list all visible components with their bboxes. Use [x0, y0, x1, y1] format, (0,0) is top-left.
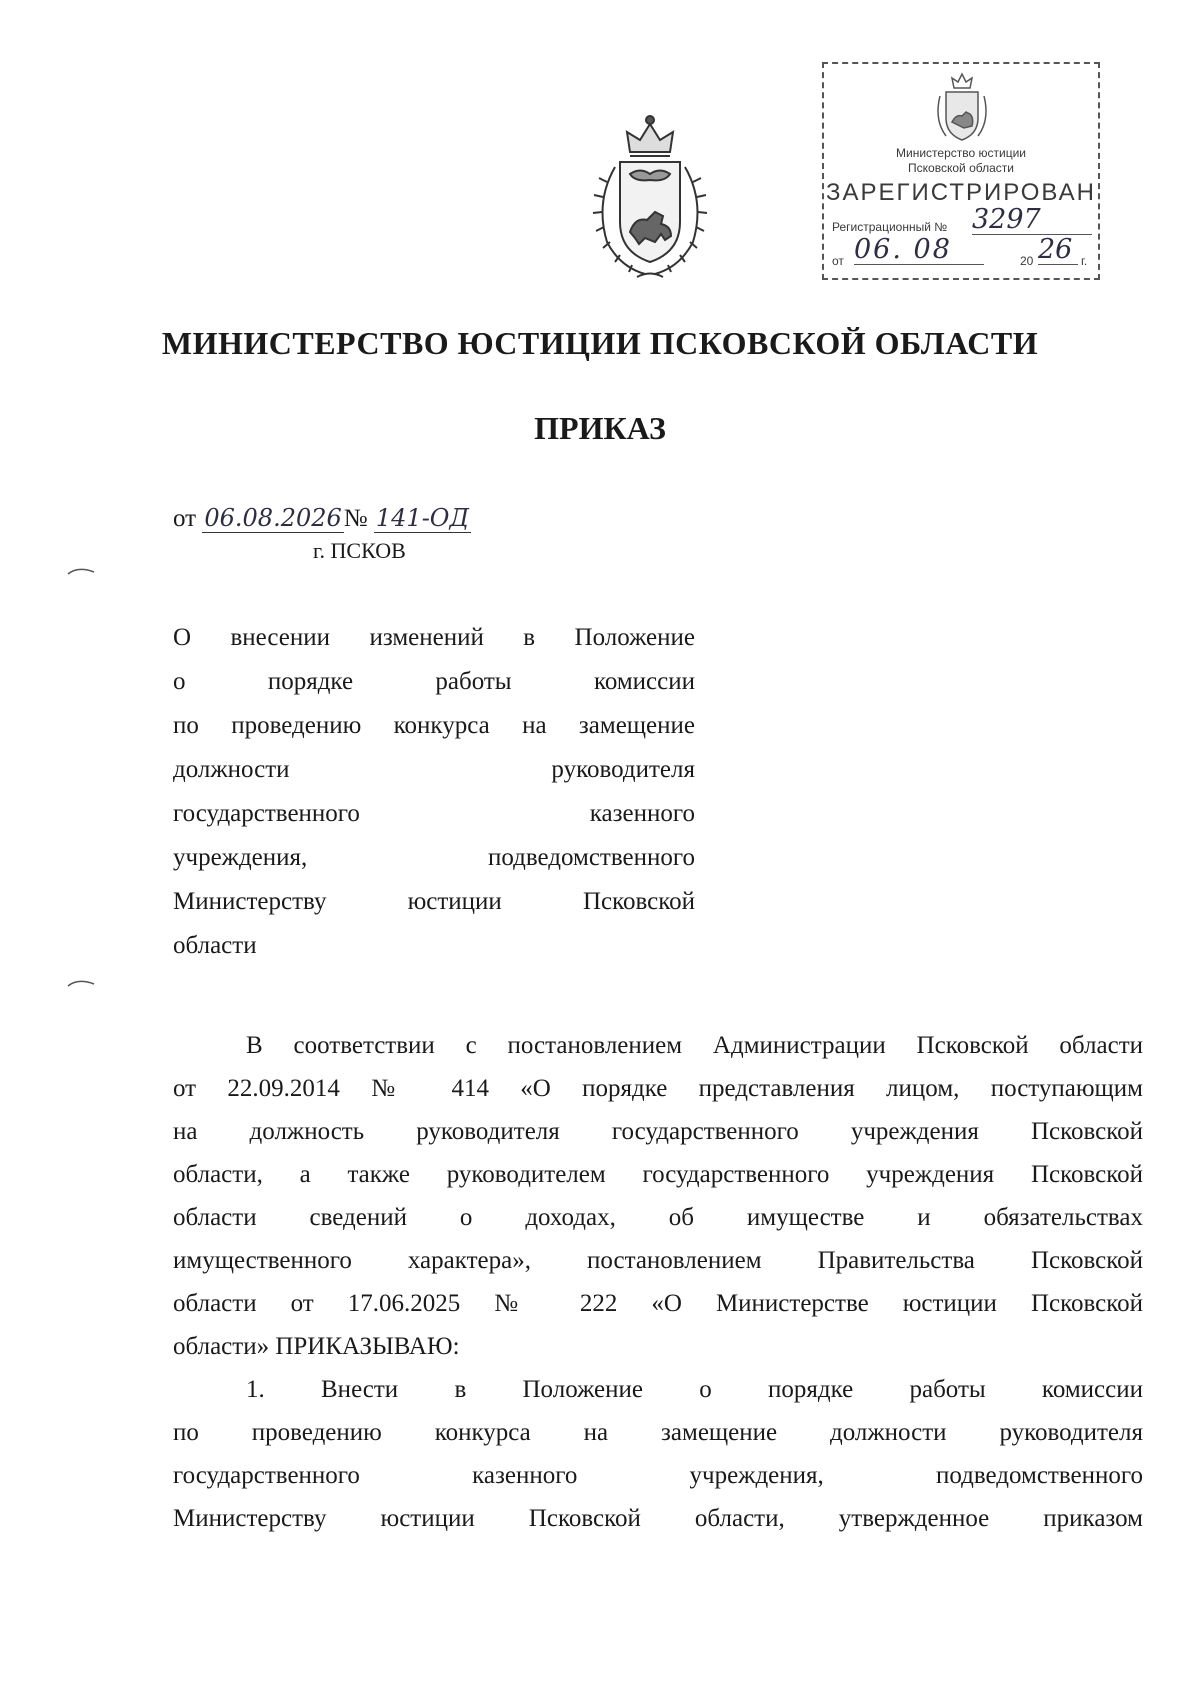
- stamp-org-line2: Псковской области: [908, 161, 1014, 175]
- body-line: области» ПРИКАЗЫВАЮ:: [173, 1333, 460, 1360]
- order-number: 141-ОД: [375, 504, 469, 532]
- order-subject: [173, 616, 695, 968]
- body-line: В соответствии с постановлением Администрации Псковской области: [246, 1032, 1143, 1059]
- document-type-title: ПРИКАЗ: [534, 410, 666, 446]
- stamp-year-value: 26: [1038, 236, 1078, 265]
- body-line: от 22.09.2014 № 414 «О порядке представления лицом, поступающим: [173, 1075, 1143, 1102]
- subject-line: области: [173, 932, 257, 959]
- body-line: государственного казенного учреждения, подведомственного: [173, 1462, 1143, 1489]
- body-line: по проведению конкурса на замещение должности руководителя: [173, 1419, 1143, 1446]
- body-line: области, а также руководителем государственного учреждения Псковской: [173, 1161, 1143, 1188]
- subject-line: Министерству юстиции Псковской: [173, 888, 695, 915]
- stamp-title: ЗАРЕГИСТРИРОВАН: [826, 179, 1096, 206]
- stamp-emblem-icon: [934, 72, 990, 144]
- order-date: 06.08.2026: [204, 504, 342, 532]
- stamp-year-prefix: 20: [1020, 254, 1034, 268]
- stamp-date-value: 06. 08: [854, 236, 984, 265]
- subject-line: по проведению конкурса на замещение: [173, 712, 695, 739]
- stamp-reg-number: 3297: [972, 206, 1092, 235]
- order-number-sign: №: [343, 505, 368, 532]
- subject-line: учреждения, подведомственного: [173, 844, 695, 871]
- margin-mark: [66, 976, 96, 990]
- order-body: [173, 1024, 1143, 1540]
- body-line: области сведений о доходах, об имуществе и обязательствах: [173, 1204, 1143, 1231]
- body-line: Министерству юстиции Псковской области, утвержденное приказом: [173, 1505, 1143, 1532]
- subject-line: О внесении изменений в Положение: [173, 624, 695, 651]
- registration-stamp: [822, 62, 1100, 280]
- ministry-title: МИНИСТЕРСТВО ЮСТИЦИИ ПСКОВСКОЙ ОБЛАСТИ: [161, 325, 1039, 361]
- order-date-prefix: от: [173, 505, 197, 532]
- subject-line: о порядке работы комиссии: [173, 668, 695, 695]
- stamp-date-prefix: от: [832, 254, 844, 268]
- body-line: имущественного характера», постановлением Правительства Псковской: [173, 1247, 1143, 1274]
- order-city: г. ПСКОВ: [313, 538, 406, 563]
- stamp-org-line1: Министерство юстиции: [896, 146, 1026, 160]
- body-line: на должность руководителя государственного учреждения Псковской: [173, 1118, 1143, 1145]
- margin-mark: [66, 564, 96, 578]
- pskov-coat-of-arms-icon: [585, 112, 715, 282]
- subject-line: государственного казенного: [173, 800, 695, 827]
- body-line: области от 17.06.2025 № 222 «О Министерстве юстиции Псковской: [173, 1290, 1143, 1317]
- stamp-reg-number-label: Регистрационный №: [832, 220, 948, 234]
- stamp-year-suffix: г.: [1081, 254, 1088, 268]
- body-line: 1. Внести в Положение о порядке работы комиссии: [246, 1376, 1143, 1403]
- subject-line: должности руководителя: [173, 756, 695, 783]
- order-date-number: [173, 504, 471, 533]
